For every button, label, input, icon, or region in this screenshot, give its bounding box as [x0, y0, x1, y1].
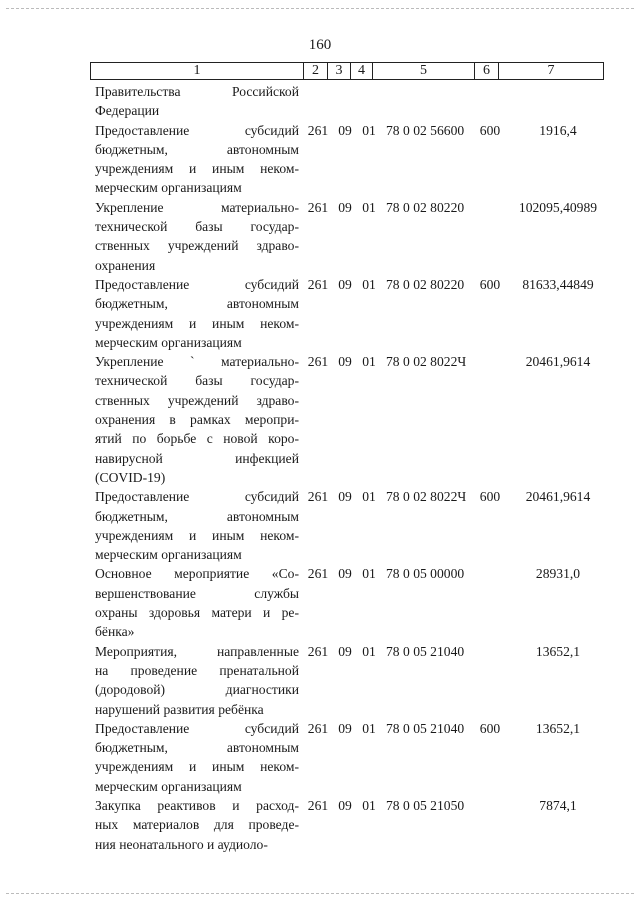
row-name [95, 352, 299, 487]
row-cell-c6: 600 [479, 122, 501, 138]
row-name-line: мерческим организациям [95, 547, 242, 563]
table-row [0, 275, 640, 352]
row-cell-c5: 78 0 05 21050 [386, 797, 465, 813]
row-name [95, 198, 299, 275]
row-name-line: учреждениям и иным неком- [95, 161, 299, 177]
row-name-line: учреждениям и иным неком- [95, 315, 299, 331]
row-cell-c3: 09 [338, 122, 352, 138]
row-cell-c7: 13652,1 [535, 643, 581, 659]
row-name-line: Закупка реактивов и расход- [95, 797, 299, 813]
row-name-line: Предоставление субсидий [95, 489, 299, 505]
row-name-line: учреждениям и иным неком- [95, 759, 299, 775]
row-name-line: ния неонатального и аудиоло- [95, 836, 268, 852]
row-cell-c6: 600 [479, 720, 501, 736]
row-name-line: охраны здоровья матери и ре- [95, 605, 299, 621]
row-cell-c4: 01 [362, 566, 376, 582]
row-name-line: бюджетным, автономным [95, 740, 299, 756]
table-row [0, 352, 640, 487]
row-name-line: охранения [95, 257, 156, 273]
row-name-line: ственных учреждений здраво- [95, 392, 299, 408]
row-name-line: Предоставление субсидий [95, 122, 299, 138]
table-row [0, 121, 640, 198]
row-name [95, 719, 299, 796]
table-row [0, 564, 640, 641]
row-cell-c3: 09 [338, 276, 352, 292]
row-name-line: бюджетным, автономным [95, 508, 299, 524]
row-cell-c5: 78 0 02 56600 [386, 122, 465, 138]
column-header-row [90, 62, 604, 80]
row-cell-c6: 600 [479, 489, 501, 505]
table-row [0, 642, 640, 719]
row-name-line: бёнка» [95, 624, 135, 640]
row-name [95, 275, 299, 352]
table-row [0, 487, 640, 564]
row-cell-c5: 78 0 02 8022Ч [386, 354, 467, 370]
row-cell-c2: 261 [307, 199, 329, 215]
row-cell-c7: 13652,1 [535, 720, 581, 736]
row-name-line: (дородовой) диагностики [95, 682, 299, 698]
row-name-line: мерческим организациям [95, 180, 242, 196]
row-name-line: Правительства Российской [95, 84, 299, 99]
row-cell-c4: 01 [362, 720, 376, 736]
row-name-line: Предоставление субсидий [95, 720, 299, 736]
row-name [95, 121, 299, 198]
header-col-2: 2 [304, 63, 328, 80]
row-name-line: Укрепление ` материально- [95, 354, 299, 370]
row-cell-c5: 78 0 02 8022Ч [386, 489, 467, 505]
row-name [95, 487, 299, 564]
row-name-line: учреждениям и иным неком- [95, 527, 299, 543]
row-cell-c7: 7874,1 [539, 797, 577, 813]
row-name-line: (COVID-19) [95, 469, 166, 485]
row-cell-c2: 261 [307, 122, 329, 138]
row-name-line: на проведение пренатальной [95, 662, 299, 678]
row-name-line: технической базы государ- [95, 373, 299, 389]
table-row [0, 796, 640, 854]
row-cell-c7: 102095,40989 [518, 199, 598, 215]
row-name-line: Федерации [95, 103, 160, 119]
header-col-1: 1 [91, 63, 304, 80]
row-cell-c4: 01 [362, 489, 376, 505]
row-name-line: ятий по борьбе с новой коро- [95, 431, 299, 447]
header-col-6: 6 [475, 63, 499, 80]
table-row [0, 82, 640, 121]
row-cell-c7: 81633,44849 [522, 276, 594, 292]
row-cell-c5: 78 0 05 21040 [386, 720, 465, 736]
row-cell-c5: 78 0 05 00000 [386, 566, 465, 582]
page-number: 160 [308, 37, 332, 53]
row-name-line: бюджетным, автономным [95, 296, 299, 312]
row-name [95, 564, 299, 641]
row-name-line: ных материалов для проведе- [95, 817, 299, 833]
row-name-line: мерческим организациям [95, 778, 242, 794]
row-cell-c2: 261 [307, 720, 329, 736]
row-cell-c5: 78 0 02 80220 [386, 276, 465, 292]
budget-table-body [0, 82, 640, 854]
row-name-line: Укрепление материально- [95, 199, 299, 215]
bottom-edge-line [6, 893, 634, 894]
row-cell-c4: 01 [362, 797, 376, 813]
row-cell-c4: 01 [362, 354, 376, 370]
row-name-line: навирусной инфекцией [95, 450, 299, 466]
row-cell-c2: 261 [307, 354, 329, 370]
row-cell-c2: 261 [307, 276, 329, 292]
row-name-line: мерческим организациям [95, 334, 242, 350]
row-cell-c3: 09 [338, 566, 352, 582]
row-cell-c3: 09 [338, 354, 352, 370]
row-cell-c2: 261 [307, 643, 329, 659]
row-cell-c3: 09 [338, 489, 352, 505]
row-name [95, 642, 299, 719]
row-cell-c3: 09 [338, 797, 352, 813]
row-name-line: охранения в рамках меропри- [95, 412, 299, 428]
header-col-5: 5 [373, 63, 475, 80]
row-cell-c7: 20461,9614 [525, 489, 591, 505]
row-cell-c3: 09 [338, 199, 352, 215]
row-cell-c4: 01 [362, 643, 376, 659]
row-name-line: Мероприятия, направленные [95, 643, 299, 659]
row-cell-c5: 78 0 05 21040 [386, 643, 465, 659]
row-cell-c7: 20461,9614 [525, 354, 591, 370]
row-name [95, 82, 299, 121]
row-cell-c5: 78 0 02 80220 [386, 199, 465, 215]
row-name-line: Основное мероприятие «Со- [95, 566, 299, 582]
row-name [95, 796, 299, 854]
row-cell-c2: 261 [307, 489, 329, 505]
row-name-line: нарушений развития ребёнка [95, 701, 264, 717]
table-row [0, 198, 640, 275]
row-cell-c3: 09 [338, 720, 352, 736]
header-col-7: 7 [499, 63, 604, 80]
row-cell-c4: 01 [362, 199, 376, 215]
row-cell-c7: 28931,0 [535, 566, 581, 582]
row-cell-c2: 261 [307, 566, 329, 582]
row-name-line: Предоставление субсидий [95, 276, 299, 292]
header-col-4: 4 [351, 63, 373, 80]
row-name-line: вершенствование службы [95, 585, 299, 601]
row-cell-c3: 09 [338, 643, 352, 659]
row-name-line: ственных учреждений здраво- [95, 238, 299, 254]
row-cell-c7: 1916,4 [539, 122, 577, 138]
row-cell-c4: 01 [362, 276, 376, 292]
header-col-3: 3 [328, 63, 351, 80]
row-name-line: технической базы государ- [95, 219, 299, 235]
row-cell-c4: 01 [362, 122, 376, 138]
row-cell-c2: 261 [307, 797, 329, 813]
top-edge-line [6, 8, 634, 9]
row-name-line: бюджетным, автономным [95, 141, 299, 157]
row-cell-c6: 600 [479, 276, 501, 292]
table-row [0, 719, 640, 796]
